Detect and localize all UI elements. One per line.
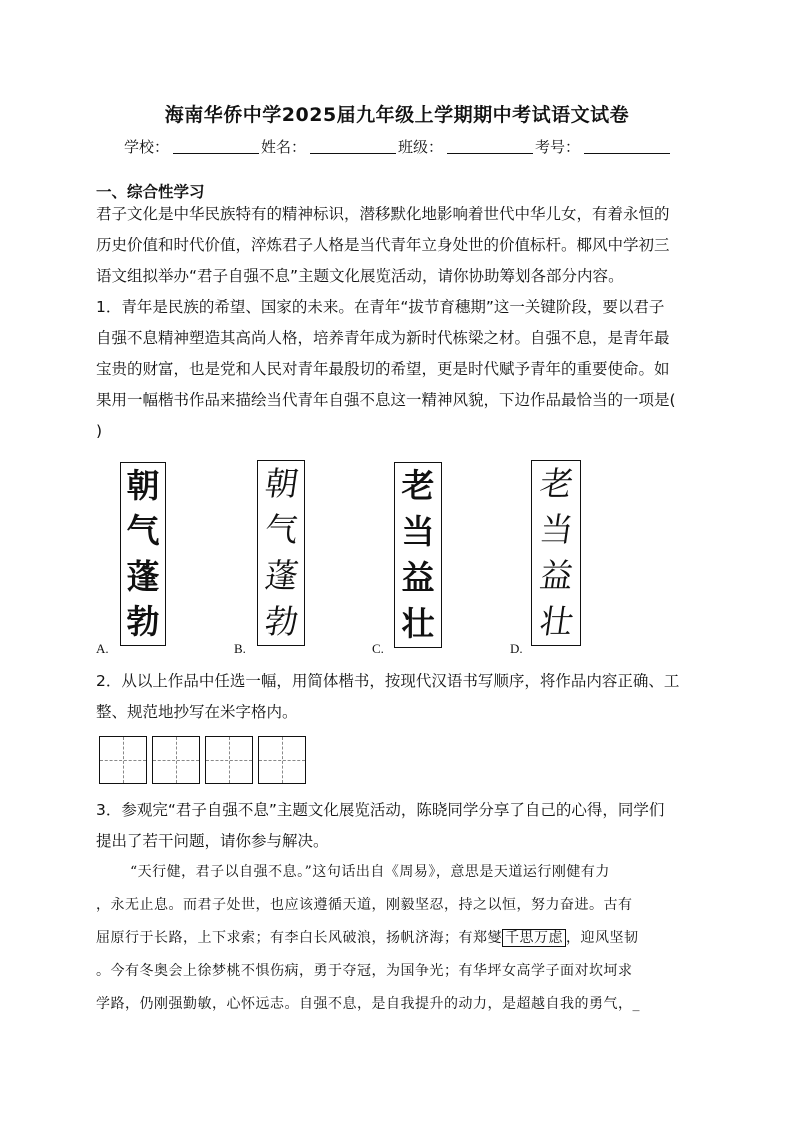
char: 勃: [126, 602, 160, 642]
passage-line-3-end: ，迎风坚韧: [566, 930, 639, 946]
q3-line-1: 3．参观完“君子自强不息”主题文化展览活动，陈晓同学分享了自己的心得，同学们: [96, 801, 665, 819]
char: 老: [401, 466, 435, 505]
intro-line-1: 君子文化是中华民族特有的精神标识，潜移默化地影响着世代中华儿女，有着永恒的: [96, 205, 670, 223]
q3-line-2: 提出了若干问题，请你参与解决。: [96, 832, 329, 850]
school-blank[interactable]: [173, 139, 259, 154]
class-label: 班级：: [398, 138, 444, 156]
char: 益: [536, 556, 576, 595]
passage-line-5: 学路，仍刚强勤敏，心怀远志。自强不息，是自我提升的动力，是超越自我的勇气，_: [96, 996, 640, 1012]
q1-line-1: 1．青年是民族的希望、国家的未来。在青年“拔节育穗期”这一关键阶段，要以君子: [96, 298, 665, 316]
student-info-row: [124, 136, 672, 157]
char: 气: [261, 510, 301, 549]
char: 壮: [536, 602, 576, 641]
passage-line-1: “天行健，君子以自强不息。”这句话出自《周易》，意思是天道运行刚健有力: [130, 864, 610, 880]
char: 当: [536, 510, 576, 549]
school-label: 学校：: [124, 138, 170, 156]
highlighted-phrase: 千思万虑: [502, 929, 566, 947]
q1-line-5: ): [96, 422, 103, 440]
writing-cell[interactable]: [258, 736, 306, 784]
calligraphy-option-d[interactable]: [531, 460, 581, 646]
calligraphy-option-c[interactable]: [394, 462, 442, 648]
writing-grid: [99, 736, 311, 784]
page-title: 海南华侨中学2025届九年级上学期期中考试语文试卷: [164, 104, 630, 126]
name-label: 姓名：: [261, 138, 307, 156]
name-blank[interactable]: [310, 139, 396, 154]
char: 朝: [261, 464, 301, 503]
option-a-label[interactable]: A.: [96, 641, 109, 656]
class-blank[interactable]: [447, 139, 533, 154]
char: 蓬: [126, 556, 160, 596]
passage-line-4: 。今有冬奥会上徐梦桃不惧伤病，勇于夺冠，为国争光；有华坪女高学子面对坎坷求: [96, 963, 633, 979]
char: 蓬: [261, 556, 301, 595]
exam-number-label: 考号：: [535, 138, 581, 156]
q2-line-2: 整、规范地抄写在米字格内。: [96, 703, 298, 721]
writing-cell[interactable]: [152, 736, 200, 784]
char: 当: [401, 512, 435, 551]
calligraphy-option-b[interactable]: [257, 460, 305, 646]
calligraphy-option-a[interactable]: [120, 462, 166, 646]
char: 益: [401, 558, 435, 597]
option-c-label[interactable]: C.: [372, 641, 384, 656]
passage-line-3: [96, 927, 700, 947]
passage-line-3-start: 屈原行于长路，上下求索；有李白长风破浪，扬帆济海；有郑燮: [96, 930, 502, 946]
intro-line-3: 语文组拟举办“君子自强不息”主题文化展览活动，请你协助筹划各部分内容。: [96, 267, 624, 285]
q1-line-2: 自强不息精神塑造其高尚人格，培养青年成为新时代栋梁之材。自强不息，是青年最: [96, 329, 670, 347]
char: 朝: [126, 465, 160, 505]
char: 勃: [261, 602, 301, 641]
q1-line-4: 果用一幅楷书作品来描绘当代青年自强不息这一精神风貌，下边作品最恰当的一项是(: [96, 391, 676, 409]
option-d-label[interactable]: D.: [510, 641, 523, 656]
section-heading: 一、综合性学习: [96, 183, 205, 201]
char: 壮: [401, 604, 435, 643]
q2-line-1: 2．从以上作品中任选一幅，用简体楷书，按现代汉语书写顺序，将作品内容正确、工: [96, 672, 680, 690]
writing-cell[interactable]: [205, 736, 253, 784]
writing-cell[interactable]: [99, 736, 147, 784]
option-b-label[interactable]: B.: [234, 641, 246, 656]
intro-line-2: 历史价值和时代价值，淬炼君子人格是当代青年立身处世的价值标杆。椰风中学初三: [96, 236, 670, 254]
char: 老: [536, 464, 576, 503]
exam-number-blank[interactable]: [584, 139, 670, 154]
char: 气: [126, 511, 160, 551]
passage-line-2: ，永无止息。而君子处世，也应该遵循天道，刚毅坚忍，持之以恒，努力奋进。古有: [96, 897, 633, 913]
q1-line-3: 宝贵的财富，也是党和人民对青年最殷切的希望，更是时代赋予青年的重要使命。如: [96, 360, 670, 378]
